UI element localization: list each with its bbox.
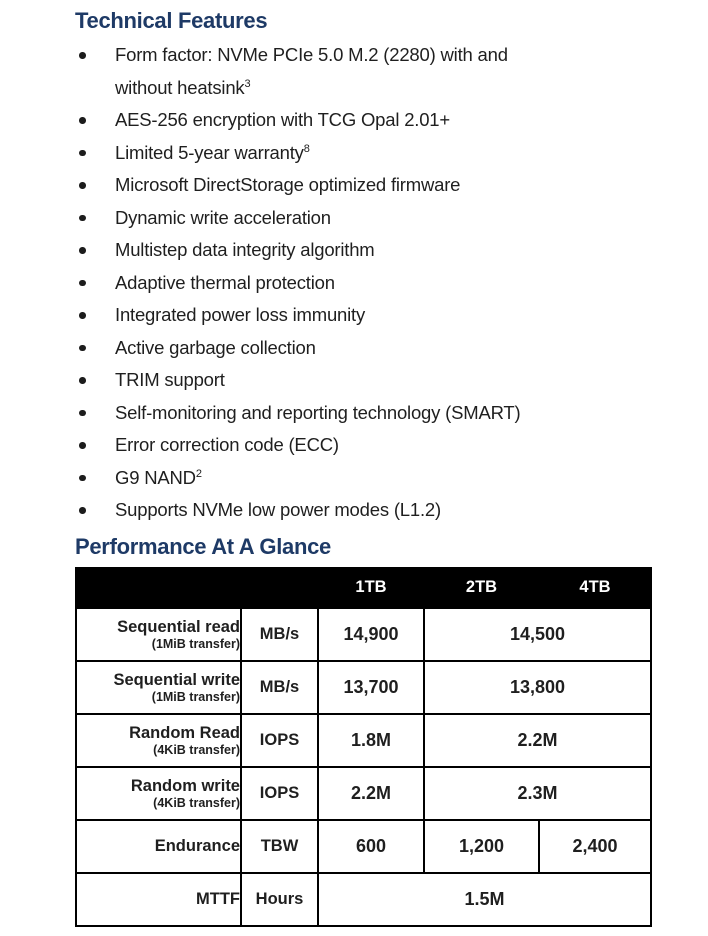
bullet-icon	[79, 247, 86, 254]
feature-text: Microsoft DirectStorage optimized firmware	[115, 174, 461, 195]
feature-item	[75, 104, 652, 137]
capacity-column-header: 2TB	[424, 568, 539, 608]
unit-cell: TBW	[241, 820, 318, 873]
perf-header-spacer	[76, 568, 318, 608]
feature-text: Adaptive thermal protection	[115, 271, 335, 293]
metric-name: Sequential read	[117, 617, 240, 636]
feature-item	[75, 137, 652, 170]
feature-item	[75, 332, 652, 365]
bullet-icon	[79, 410, 86, 417]
bullet-icon	[79, 280, 86, 287]
metric-label-cell	[76, 714, 241, 767]
value-cell: 13,700	[318, 661, 424, 714]
table-row	[76, 661, 651, 714]
table-row	[76, 608, 651, 661]
feature-text: TRIM support	[115, 369, 225, 390]
bullet-icon	[79, 442, 86, 449]
unit-cell: Hours	[241, 873, 318, 926]
bullet-icon	[79, 507, 86, 514]
bullet-icon	[79, 117, 86, 124]
value-cell: 1.8M	[318, 714, 424, 767]
feature-text: Form factor: NVMe PCIe 5.0 M.2 (2280) with and without heatsink$^3$	[115, 44, 508, 98]
footnote-ref: 8	[303, 142, 310, 155]
performance-table	[75, 567, 652, 927]
unit-cell: MB/s	[241, 661, 318, 714]
bullet-icon	[79, 475, 86, 482]
metric-detail: (4KiB transfer)	[153, 795, 240, 810]
feature-item	[75, 397, 652, 430]
feature-item	[75, 462, 652, 495]
bullet-icon	[79, 312, 86, 319]
bullet-icon	[79, 215, 86, 222]
metric-detail: (1MiB transfer)	[151, 636, 240, 651]
value-cell: 2,400	[539, 820, 651, 873]
footnote-ref: 2	[195, 467, 202, 480]
bullet-icon	[79, 52, 86, 59]
value-cell: 600	[318, 820, 424, 873]
metric-name: Endurance	[154, 837, 240, 855]
feature-text: Limited 5-year warranty$^8$	[115, 141, 310, 163]
feature-text: Supports NVMe low power modes (L1.2)	[115, 499, 441, 520]
metric-label-cell	[76, 767, 241, 820]
perf-header-row	[76, 568, 651, 608]
unit-cell: IOPS	[241, 714, 318, 767]
metric-name: MTTF	[196, 890, 240, 908]
capacity-column-header: 4TB	[539, 568, 651, 608]
metric-label-cell	[76, 608, 241, 661]
bullet-icon	[79, 377, 86, 384]
feature-text: Error correction code (ECC)	[115, 434, 339, 455]
metric-label-cell	[76, 661, 241, 714]
capacity-column-header: 1TB	[318, 568, 424, 608]
footnote-ref: 3	[244, 77, 251, 90]
feature-text: Integrated power loss immunity	[115, 304, 366, 325]
feature-item	[75, 234, 652, 267]
metric-detail: (4KiB transfer)	[153, 742, 240, 757]
unit-cell: IOPS	[241, 767, 318, 820]
performance-title: Performance At A Glance	[75, 533, 331, 559]
value-cell: 2.2M	[424, 714, 651, 767]
feature-item	[75, 169, 652, 202]
table-row	[76, 714, 651, 767]
value-cell: 14,900	[318, 608, 424, 661]
feature-text: AES-256 encryption with TCG Opal 2.01+	[115, 109, 451, 130]
table-row	[76, 767, 651, 820]
metric-label-cell	[76, 820, 241, 873]
feature-item	[75, 267, 652, 300]
value-cell: 2.3M	[424, 767, 651, 820]
feature-text: G9 NAND$^2$	[115, 466, 202, 488]
table-row	[76, 873, 651, 926]
metric-name: Random write	[130, 776, 240, 795]
value-cell: 13,800	[424, 661, 651, 714]
metric-label-cell	[76, 873, 241, 926]
feature-item	[75, 202, 652, 235]
feature-text: Multistep data integrity algorithm	[115, 239, 375, 260]
bullet-icon	[79, 182, 86, 189]
feature-item	[75, 494, 652, 527]
bullet-icon	[79, 150, 86, 157]
technical-features-title: Technical Features	[75, 8, 268, 33]
perf-table-body	[76, 608, 651, 926]
value-cell: 14,500	[424, 608, 651, 661]
feature-item	[75, 364, 652, 397]
value-cell: 1.5M	[318, 873, 651, 926]
feature-text: Self-monitoring and reporting technology (SMART)	[115, 401, 521, 423]
feature-text: Active garbage collection	[115, 336, 316, 358]
unit-cell: MB/s	[241, 608, 318, 661]
feature-text: Dynamic write acceleration	[115, 206, 331, 228]
metric-name: Random Read	[129, 723, 240, 742]
value-cell: 1,200	[424, 820, 539, 873]
technical-features-list	[75, 39, 652, 527]
feature-item	[75, 429, 652, 462]
metric-name: Sequential write	[113, 670, 240, 689]
feature-item	[75, 299, 652, 332]
metric-detail: (1MiB transfer)	[151, 689, 240, 704]
table-row	[76, 820, 651, 873]
value-cell: 2.2M	[318, 767, 424, 820]
feature-item	[75, 39, 652, 104]
bullet-icon	[79, 345, 86, 352]
